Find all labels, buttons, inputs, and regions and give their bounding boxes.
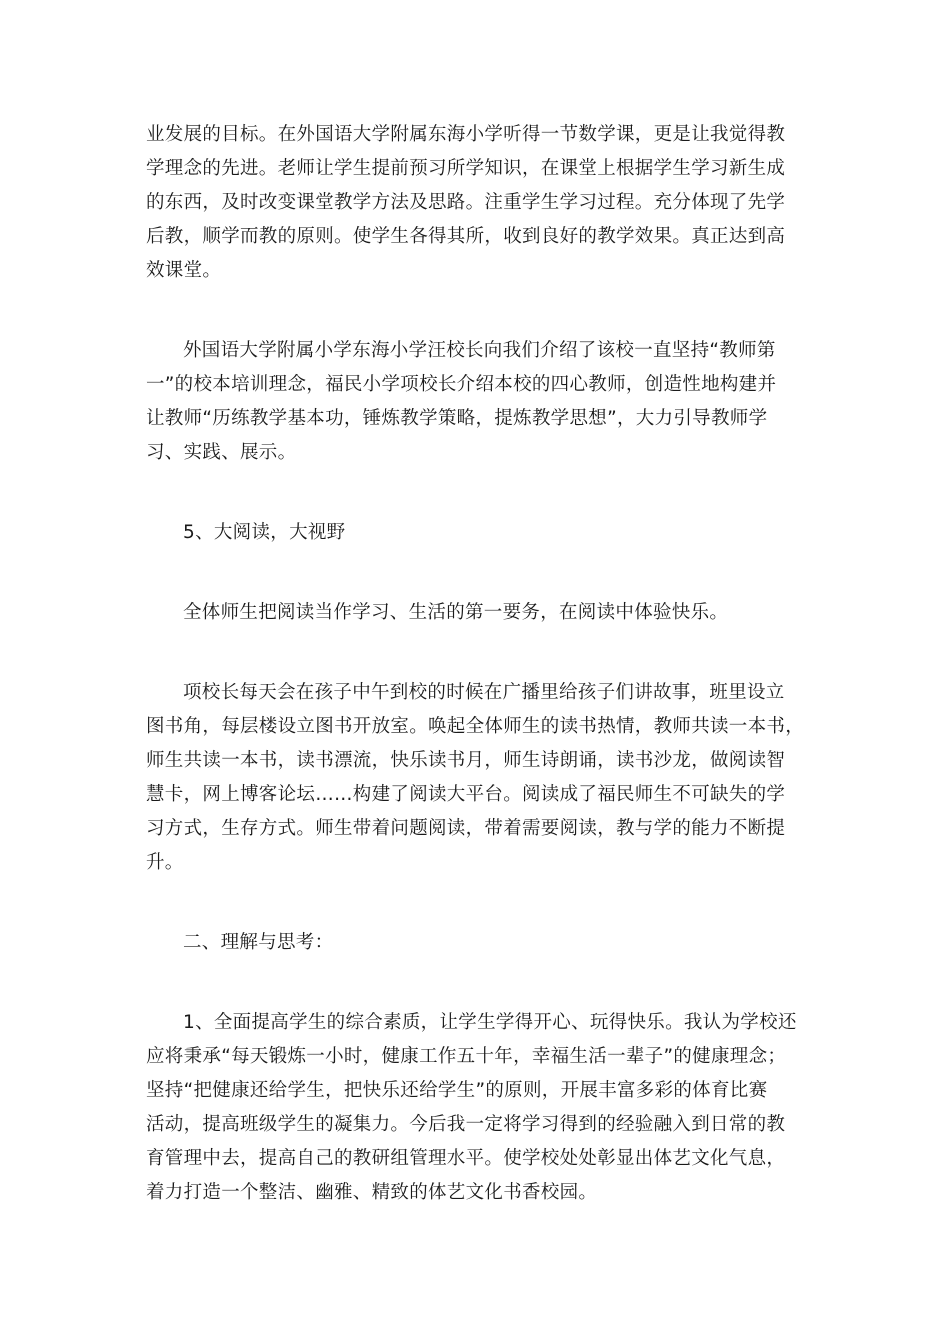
text-line: 1、全面提高学生的综合素质，让学生学得开心、玩得快乐。我认为学校还: [183, 1012, 797, 1033]
text-line: 育管理中去，提高自己的教研组管理水平。使学校处处彰显出体艺文化气息，: [146, 1148, 786, 1169]
section-heading-understanding: [146, 926, 811, 960]
text-line: 外国语大学附属小学东海小学汪校长向我们介绍了该校一直坚持“教师第: [183, 340, 776, 361]
paragraph-student-quality: [146, 1006, 811, 1210]
heading-text: 二、理解与思考：: [183, 932, 334, 953]
text-line: 师生共读一本书，读书漂流，快乐读书月，师生诗朗诵，读书沙龙，做阅读智: [146, 750, 786, 771]
text-line: 效课堂。: [146, 260, 222, 281]
text-line: 图书角，每层楼设立图书开放室。唤起全体师生的读书热情，教师共读一本书，: [146, 716, 805, 737]
heading-text: 5、大阅读，大视野: [183, 522, 346, 543]
text-line: 习方式，生存方式。师生带着问题阅读，带着需要阅读，教与学的能力不断提: [146, 818, 786, 839]
text-line: 活动，提高班级学生的凝集力。今后我一定将学习得到的经验融入到日常的教: [146, 1114, 786, 1135]
paragraph-school-training: [146, 334, 811, 470]
paragraph-reading-activities: [146, 676, 811, 880]
section-heading-reading: [146, 516, 811, 550]
text-line: 让教师“历练教学基本功，锤炼教学策略，提炼教学思想”，大力引导教师学: [146, 408, 768, 429]
text-line: 全体师生把阅读当作学习、生活的第一要务，在阅读中体验快乐。: [183, 602, 729, 623]
text-line: 后教，顺学而教的原则。使学生各得其所，收到良好的教学效果。真正达到高: [146, 226, 786, 247]
text-line: 项校长每天会在孩子中午到校的时候在广播里给孩子们讲故事，班里设立: [183, 682, 785, 703]
text-line: 的东西，及时改变课堂教学方法及思路。注重学生学习过程。充分体现了先学: [146, 192, 786, 213]
text-line: 着力打造一个整洁、幽雅、精致的体艺文化书香校园。: [146, 1182, 598, 1203]
text-line: 一”的校本培训理念，福民小学项校长介绍本校的四心教师，创造性地构建并: [146, 374, 777, 395]
paragraph-reading-summary: [146, 596, 811, 630]
text-line: 应将秉承“每天锻炼一小时，健康工作五十年，幸福生活一辈子”的健康理念；: [146, 1046, 787, 1067]
text-line: 习、实践、展示。: [146, 442, 297, 463]
paragraph-teaching-concept: [146, 118, 811, 288]
text-line: 升。: [146, 852, 184, 873]
document-body: [146, 118, 811, 1210]
text-line: 慧卡，网上博客论坛……构建了阅读大平台。阅读成了福民师生不可缺失的学: [146, 784, 786, 805]
text-line: 业发展的目标。在外国语大学附属东海小学听得一节数学课，更是让我觉得教: [146, 124, 786, 145]
text-line: 学理念的先进。老师让学生提前预习所学知识，在课堂上根据学生学习新生成: [146, 158, 786, 179]
text-line: 坚持“把健康还给学生，把快乐还给学生”的原则，开展丰富多彩的体育比赛: [146, 1080, 768, 1101]
